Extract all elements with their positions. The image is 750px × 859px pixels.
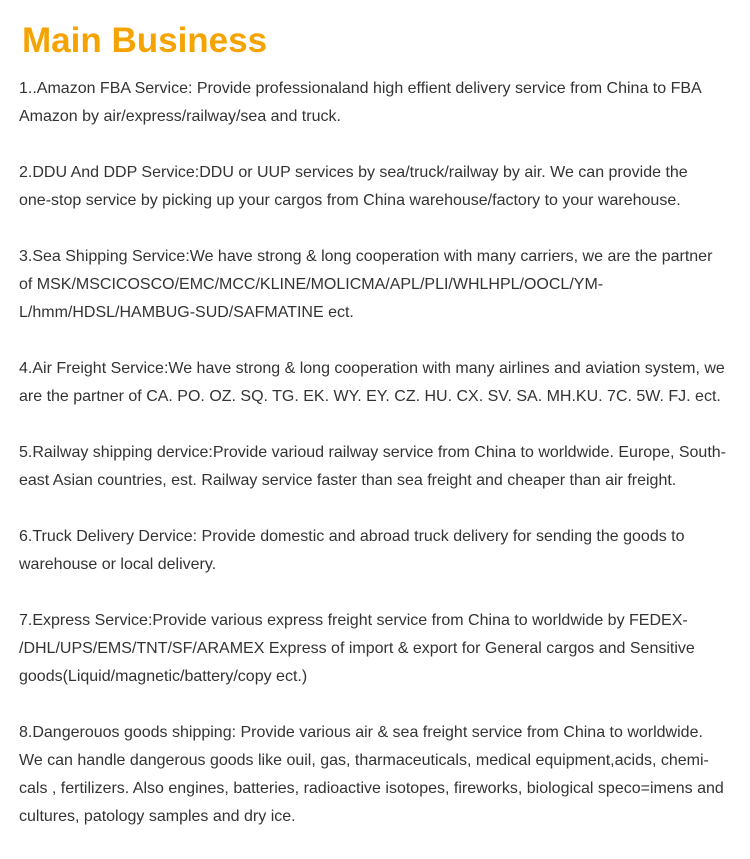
- paragraph-line: 1..Amazon FBA Service: Provide professionaland high effient delivery service from China to FBA: [19, 80, 702, 97]
- service-paragraph-ddu-ddp: [19, 159, 739, 215]
- paragraph-line: goods(Liquid/magnetic/battery/copy ect.): [19, 668, 308, 685]
- service-paragraph-air-freight: [19, 355, 739, 411]
- paragraph-line: of MSK/MSCICOSCO/EMC/MCC/KLINE/MOLICMA/APL/PLI/WHLHPL/OOCL/YM-: [19, 276, 604, 293]
- paragraph-line: /DHL/UPS/EMS/TNT/SF/ARAMEX Express of import & export for General cargos and Sensitive: [19, 640, 695, 657]
- paragraph-line: 7.Express Service:Provide various express freight service from China to worldwide by FEDEX-: [19, 612, 688, 629]
- paragraph-line: 8.Dangerouos goods shipping: Provide various air & sea freight service from China to worldwide.: [19, 724, 703, 741]
- service-paragraph-railway: [19, 439, 739, 495]
- paragraph-line: 4.Air Freight Service:We have strong & long cooperation with many airlines and aviation system, we: [19, 360, 725, 377]
- service-paragraph-truck: [19, 523, 739, 579]
- paragraph-line: Amazon by air/express/railway/sea and truck.: [19, 108, 341, 125]
- page-title: Main Business: [22, 21, 268, 60]
- paragraph-line: 5.Railway shipping dervice:Provide varioud railway service from China to worldwide. Europe, South-: [19, 444, 726, 461]
- service-paragraph-amazon-fba: [19, 75, 739, 131]
- paragraph-line: are the partner of CA. PO. OZ. SQ. TG. EK. WY. EY. CZ. HU. CX. SV. SA. MH.KU. 7C. 5W. FJ. ect.: [19, 388, 721, 405]
- paragraph-line: cals , fertilizers. Also engines, batteries, radioactive isotopes, fireworks, biological speco=imens and: [19, 780, 724, 797]
- business-list: [19, 75, 739, 859]
- paragraph-line: warehouse or local delivery.: [19, 556, 217, 573]
- paragraph-line: cultures, patology samples and dry ice.: [19, 808, 296, 825]
- paragraph-line: 3.Sea Shipping Service:We have strong & long cooperation with many carriers, we are the partner: [19, 248, 713, 265]
- paragraph-line: 2.DDU And DDP Service:DDU or UUP services by sea/truck/railway by air. We can provide the: [19, 164, 688, 181]
- service-paragraph-express: [19, 607, 739, 691]
- paragraph-line: We can handle dangerous goods like ouil, gas, tharmaceuticals, medical equipment,acids, chemi-: [19, 752, 709, 769]
- paragraph-line: 6.Truck Delivery Dervice: Provide domestic and abroad truck delivery for sending the goods to: [19, 528, 685, 545]
- service-paragraph-sea-shipping: [19, 243, 739, 327]
- paragraph-line: east Asian countries, est. Railway service faster than sea freight and cheaper than air freight.: [19, 472, 677, 489]
- paragraph-line: one-stop service by picking up your cargos from China warehouse/factory to your warehouse.: [19, 192, 681, 209]
- paragraph-line: L/hmm/HDSL/HAMBUG-SUD/SAFMATINE ect.: [19, 304, 354, 321]
- service-paragraph-dangerous-goods: [19, 719, 739, 831]
